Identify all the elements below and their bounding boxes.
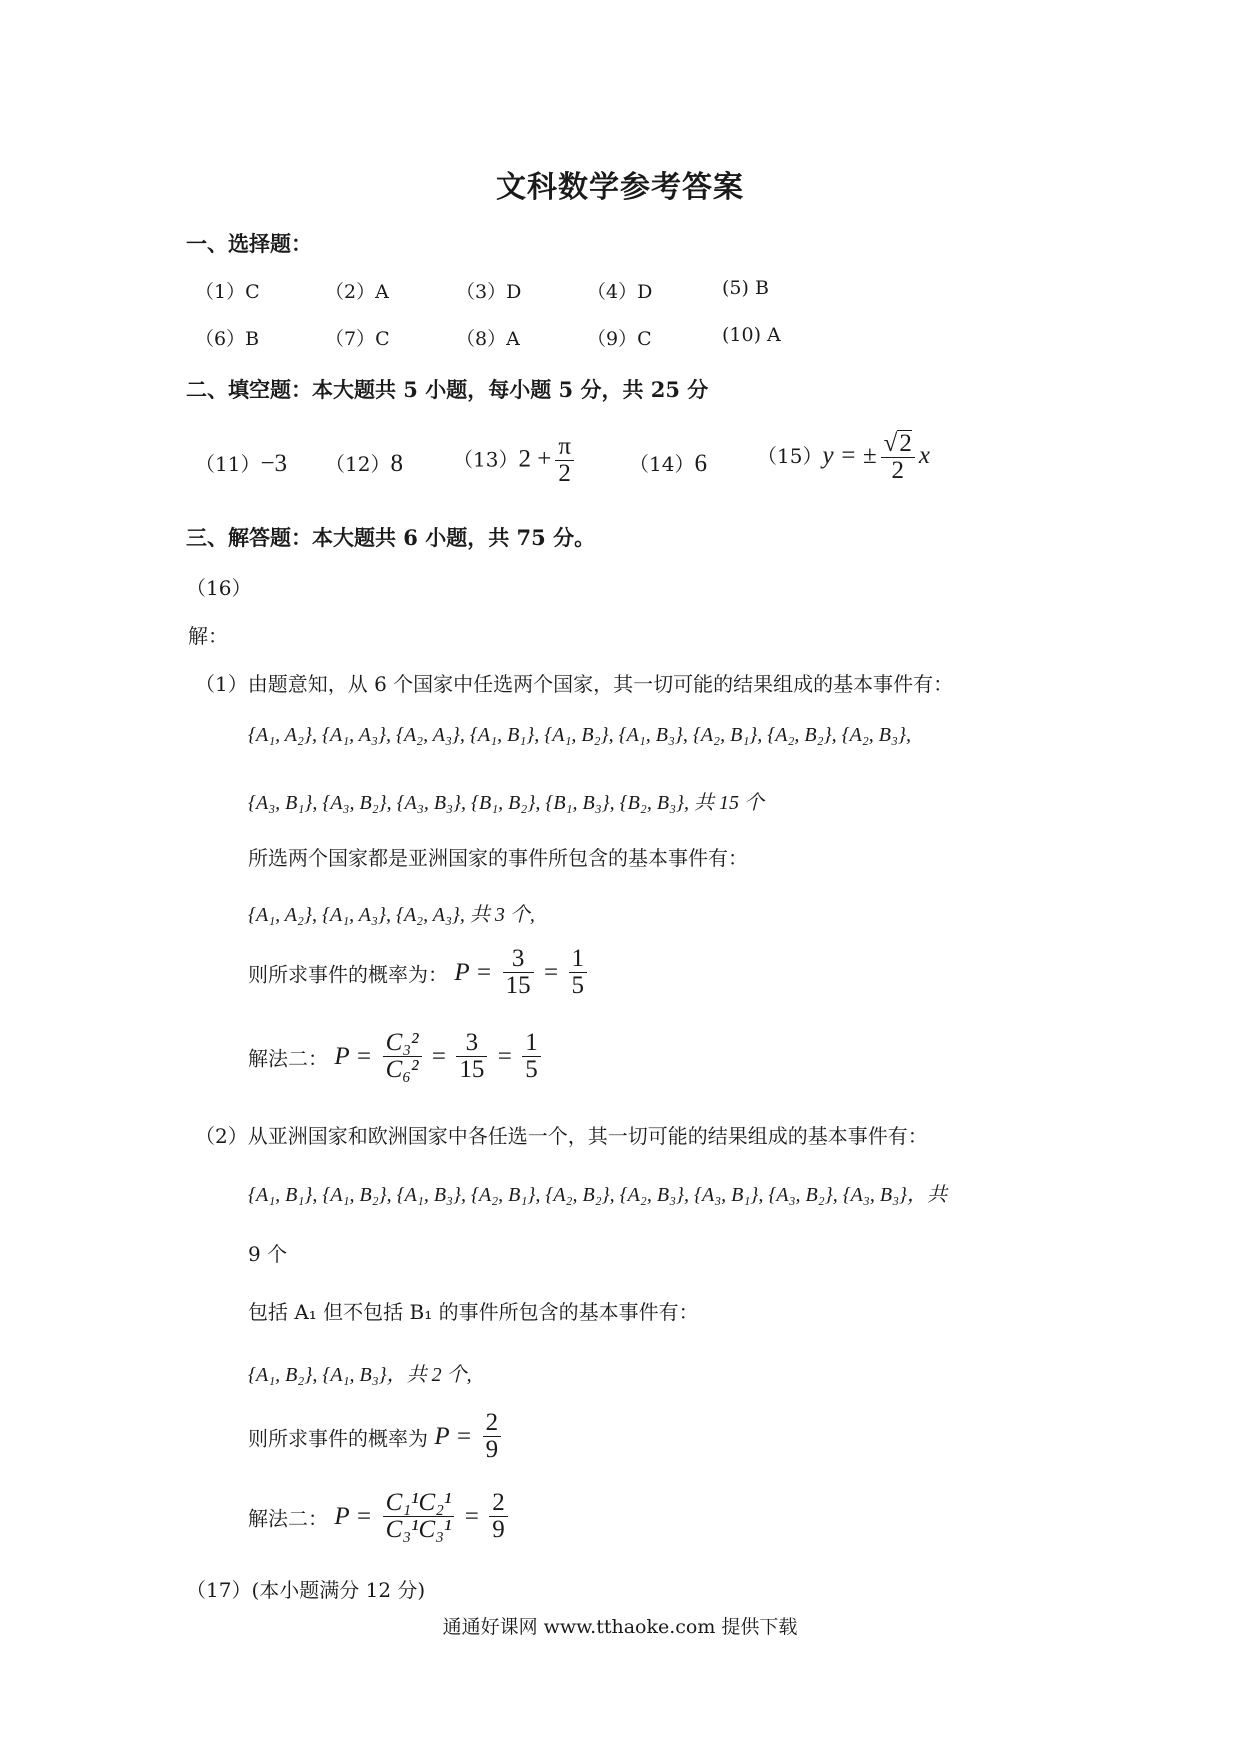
fraction-2-over-9: [483, 1410, 502, 1464]
fill-value-14: 6: [694, 450, 707, 477]
part2-event-set: {A₁, B₂}, {A₁, B₃}，共 2 个,: [248, 1364, 472, 1386]
part1-intro: （1）由题意知，从 6 个国家中任选两个国家，其一切可能的结果组成的基本事件有：: [195, 672, 954, 696]
probability-lhs: P =: [454, 958, 493, 986]
part1-event-set: {A₁, A₂}, {A₁, A₃}, {A₂, A₃}, 共 3 个,: [248, 904, 535, 926]
part1-subquestion: 所选两个国家都是亚洲国家的事件所包含的基本事件有：: [248, 846, 748, 870]
fill-answer-15: [757, 430, 930, 485]
fill-answer-12: [325, 448, 403, 478]
fraction-root2-over-2: [881, 430, 915, 485]
fill-value-11: −3: [260, 450, 288, 477]
fraction-3-over-15: [456, 1030, 487, 1084]
fraction-1-over-5: [522, 1030, 541, 1084]
solution-label: 解：: [188, 624, 228, 648]
fill-label-12: （12）: [325, 452, 391, 476]
section3-heading: 三、解答题：本大题共 6 小题，共 75 分。: [186, 525, 596, 550]
fraction-denominator: C₆²: [385, 1056, 419, 1084]
fill-answer-13: [453, 434, 578, 488]
fraction-denominator: 15: [505, 972, 531, 1000]
probability-lhs: P =: [334, 1042, 373, 1070]
alternative-label: 解法二：: [248, 1046, 328, 1071]
alternative-label: 解法二：: [248, 1506, 328, 1531]
part2-intro: （2）从亚洲国家和欧洲国家中各任选一个，其一切可能的结果组成的基本事件有：: [195, 1124, 928, 1148]
part1-sample-space-line2: {A₃, B₁}, {A₃, B₂}, {A₃, B₃}, {B₁, B₂}, {B₁, B₃}, {B₂, B₃}, 共 15 个: [248, 792, 765, 814]
fraction-numerator: 3: [503, 946, 534, 973]
mc-answer-10: (10) A: [722, 324, 781, 346]
mc-answer-4: （4）D: [587, 281, 653, 303]
equals-sign: =: [497, 1042, 512, 1070]
footer-source: 通通好课网 www.tthaoke.com 提供下载: [442, 1616, 798, 1638]
fill-label-15: （15）: [757, 443, 823, 468]
mc-answer-1: （1）C: [195, 281, 260, 303]
probability-text: 则所求事件的概率为: [248, 1426, 428, 1451]
radicand: 2: [899, 430, 912, 457]
fill-answer-11: [195, 448, 287, 478]
question-16-label: （16）: [186, 576, 252, 600]
fraction-numerator: 2: [483, 1410, 502, 1437]
fraction-numerator: [881, 430, 915, 458]
fraction-denominator: 9: [492, 1516, 505, 1544]
probability-lhs: P =: [334, 1502, 373, 1530]
mc-answer-7: （7）C: [325, 328, 390, 350]
fraction-numerator: 1: [569, 946, 588, 973]
fraction-pi-over-2: [555, 434, 574, 488]
mc-answer-8: （8）A: [456, 328, 520, 350]
equals-sign: =: [431, 1042, 447, 1070]
part1-probability: [248, 946, 591, 1000]
fill-label-14: （14）: [629, 452, 695, 476]
probability-lhs: P =: [434, 1422, 473, 1450]
part1-sample-space-line1: {A₁, A₂}, {A₁, A₃}, {A₂, A₃}, {A₁, B₁}, {A₁, B₂}, {A₁, B₃}, {A₂, B₁}, {A₂, B₂}, {A₂, B₃},: [248, 724, 911, 746]
fraction-numerator: C₁¹C₂¹: [383, 1490, 455, 1517]
fraction-denominator: C₃¹C₃¹: [385, 1516, 452, 1544]
fill-answer-14: [629, 448, 707, 478]
fraction-combination: [383, 1490, 455, 1544]
fill-value-15-prefix: y = ±: [822, 441, 877, 469]
mc-answer-5: (5) B: [722, 277, 769, 299]
fraction-numerator: 3: [456, 1030, 487, 1057]
fraction-numerator: 1: [522, 1030, 541, 1057]
fill-value-12: 8: [390, 450, 403, 477]
equals-sign: =: [464, 1502, 479, 1530]
probability-text: 则所求事件的概率为：: [248, 962, 448, 987]
fraction-denominator: 9: [485, 1436, 499, 1464]
fraction-denominator: 2: [558, 460, 571, 488]
mc-answer-3: （3）D: [456, 281, 522, 303]
part2-probability: [248, 1410, 505, 1464]
part1-alternative: [248, 1030, 545, 1084]
question-17-label: （17）(本小题满分 12 分): [186, 1578, 426, 1602]
fraction-numerator: C₃²: [383, 1030, 422, 1057]
fill-label-13: （13）: [453, 447, 519, 472]
part2-alternative: [248, 1490, 512, 1544]
fill-value-13-prefix: 2 +: [518, 445, 552, 473]
section1-heading: 一、选择题：: [186, 231, 312, 256]
mc-answer-9: （9）C: [587, 328, 652, 350]
fill-label-11: （11）: [195, 452, 261, 476]
part2-subquestion: 包括 A₁ 但不包括 B₁ 的事件所包含的基本事件有：: [248, 1300, 699, 1324]
fraction-2-over-9: [489, 1490, 508, 1544]
fraction-numerator: π: [555, 434, 574, 461]
fraction-denominator: 5: [571, 972, 584, 1000]
fraction-denominator: 2: [891, 457, 904, 485]
fraction-3-over-15: [503, 946, 534, 1000]
equals-sign: =: [544, 958, 559, 986]
mc-answer-6: （6）B: [195, 328, 260, 350]
fraction-denominator: 15: [459, 1056, 485, 1084]
part2-sample-space: {A₁, B₁}, {A₁, B₂}, {A₁, B₃}, {A₂, B₁}, {A₂, B₂}, {A₂, B₃}, {A₃, B₁}, {A₃, B₂}, {A₃, B₃}，共: [248, 1184, 948, 1206]
page-title: 文科数学参考答案: [496, 170, 744, 205]
sqrt-sign: √: [883, 430, 898, 457]
fraction-numerator: 2: [489, 1490, 508, 1517]
fraction-denominator: 5: [525, 1056, 538, 1084]
part2-count: 9 个: [248, 1242, 288, 1266]
mc-answer-2: （2）A: [325, 281, 389, 303]
fraction-1-over-5: [569, 946, 588, 1000]
section2-heading: 二、填空题：本大题共 5 小题，每小题 5 分，共 25 分: [186, 377, 709, 402]
fill-value-15-suffix: x: [918, 441, 930, 469]
fraction-combination: [383, 1030, 422, 1084]
